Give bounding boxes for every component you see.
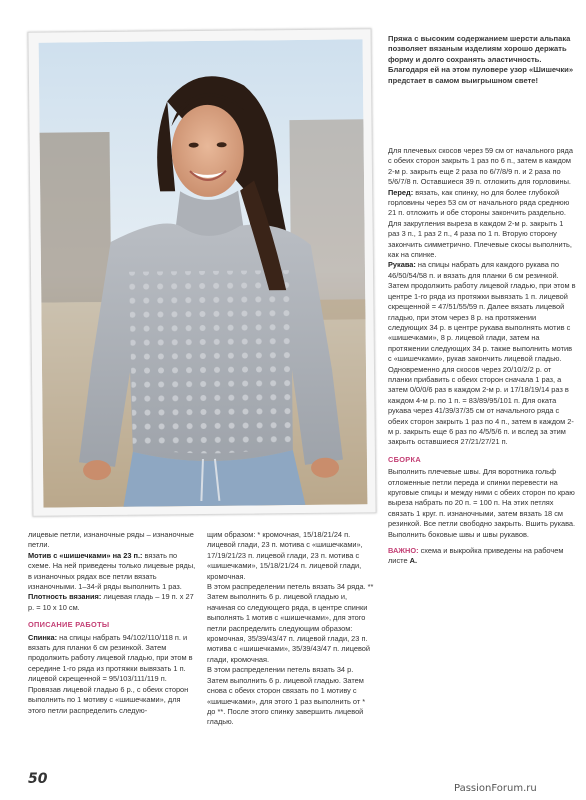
- note-ref: А.: [409, 556, 418, 566]
- column-2: [207, 530, 375, 728]
- watermark: PassionForum.ru: [454, 783, 537, 794]
- page-number: 50: [28, 771, 48, 787]
- density-label: Плотность вязания:: [28, 592, 102, 602]
- back-paragraph: [28, 633, 196, 716]
- model-photo: [39, 39, 368, 507]
- work-description-heading: ОПИСАНИЕ РАБОТЫ: [28, 620, 110, 630]
- note-paragraph: [388, 546, 576, 567]
- column-3: [388, 146, 576, 567]
- intro-text: Пряжа с высоким содержанием шерсти альпака позволяет вязаным изделиям хорошо держать форму и долго сохранять эластичность. Благодаря ей на этом пуловере узор «Шишечки» предстает в самом выигрышном свете!: [388, 34, 574, 85]
- note-label: ВАЖНО:: [388, 546, 419, 556]
- sleeves-text: на спицы набрать для каждого рукава по 46/50/54/58 п. и вязать для планки 6 см резинкой. Затем продолжить работу лицевой гладью, при этом в центре 1-го ряда из протяжки вывязать 1 п. лицевой скрещенной = 47/51/55/59 п. Далее вязать лицевой гладью, при этом через 8 р. на протяжении следующих 34 р. в центре рукава выполнять мотив с «шишечками», 8 р. лицевой глади, затем на протяжении следующих 34 р. также выполнить мотив с «шишечками», рукав закончить лицевой гладью. Одновременно для скосов через 20/10/2/2 р. от планки прибавить с обеих сторон сначала 1 раз, а затем 0/0/0/6 раз в каждом 2-м р. и 17/18/19/14 раз в каждом 4-м р. по 1 п. = 83/89/95/101 п. Для оката рукава через 41/39/37/35 см от начального ряда с обеих сторон закрыть 1 раз по 4 п., затем в каждом 2-м р. закрыть еще 6 раз по 4/5/5/6 п. и вслед за этим закрыть оставшиеся 27/21/27/21 п.: [388, 260, 576, 447]
- note-text: схема и выкройка приведены на рабочем листе: [388, 546, 564, 566]
- motif-paragraph: [28, 551, 196, 593]
- assembly-heading: СБОРКА: [388, 454, 421, 464]
- assembly-paragraph: Выполнить плечевые швы. Для воротника гольф отложенные петли переда и спинки перевести на круговые спицы и между ними с обеих сторон по краю выреза набрать по 20 п. = 100 п. На этих петлях связать 1 круг. п. изнаночными, затем вязать 18 см резинкой. Все петли свободно закрыть. Вшить рукава. Выполнить боковые швы и швы рукавов.: [388, 467, 576, 539]
- motif-text: вязать по схеме. На ней приведены только лицевые ряды, в изнаночных рядах все петли вязать изнаночными. 1–34-й ряды выполнить 1 раз.: [28, 550, 196, 592]
- col1-paragraph-1: лицевые петли, изнаночные ряды – изнаночные петли.: [28, 530, 194, 550]
- photo-frame: [27, 28, 376, 517]
- column-1: [28, 530, 196, 716]
- front-text: вязать, как спинку, но для более глубокой горловины через 53 см от начального ряда среднюю 21 п. отложить и обе стороны закончить раздельно. Для закругления выреза в каждом 2-м р. закрыть 1 раз 3 п., 1 раз 2 п., 4 раза по 1 п. Вторую сторону закончить симметрично. Плечевые скосы выполнить, как на спинке.: [388, 187, 572, 260]
- back-label: Спинка:: [28, 632, 58, 642]
- col2-paragraph-1: щим образом: * кромочная, 15/18/21/24 п. лицевой глади, 23 п. мотива с «шишечками», 17/19/21/23 п. лицевой глади, 23 п. мотива с «шишечками», 15/18/21/24 п. лицевой глади, кромочная.: [207, 530, 363, 581]
- front-paragraph: [388, 188, 576, 261]
- sleeves-paragraph: [388, 260, 576, 447]
- col2-paragraph-2: В этом распределении петель вязать 34 ряда. ** Затем выполнить 6 р. лицевой гладью и, начиная со следующего ряда, в центре спинки выполнять 1 мотив с «шишечками», для этого петли распределить следующим образом: кромочная, 35/39/43/47 п. лицевой глади, 23 п. мотива с «шишечками», 35/39/43/47 п. лицевой глади, кромочная.: [207, 582, 374, 664]
- density-paragraph: [28, 592, 196, 613]
- sleeves-label: Рукава:: [388, 260, 416, 270]
- col2-paragraph-3: В этом распределении петель вязать 34 р. Затем выполнить 6 р. лицевой гладью. Затем снова с обеих сторон связать по 1 мотиву с «шишечками», для этого 1 раз выполнить от * до **. После этого спинку завершить лицевой гладью.: [207, 665, 366, 727]
- shoulder-paragraph: Для плечевых скосов через 59 см от начального ряда с обеих сторон закрыть 1 раз по 6 п., затем в каждом 2-м р. закрыть еще 2 раза по 6/7/8/9 п. и 2 раза по 5/6/7/8 п. Оставшиеся 39 п. отложить для горловины.: [388, 146, 573, 187]
- motif-label: Мотив с «шишечками» на 23 п.:: [28, 550, 143, 560]
- density-text: лицевая гладь – 19 п. х 27 р. = 10 х 10 см.: [28, 592, 194, 612]
- front-label: Перед:: [388, 187, 414, 197]
- back-text: на спицы набрать 94/102/110/118 п. и вязать для планки 6 см резинкой. Затем продолжить работу лицевой гладью, при этом в середине 1-го ряда из протяжки вывязать 1 п. лицевой скрещенной = 95/103/111/119 п. Провязав лицевой гладью 6 р., с обеих сторон выполнить по 1 мотиву с «шишечками», для этого петли распределить следую-: [28, 632, 193, 715]
